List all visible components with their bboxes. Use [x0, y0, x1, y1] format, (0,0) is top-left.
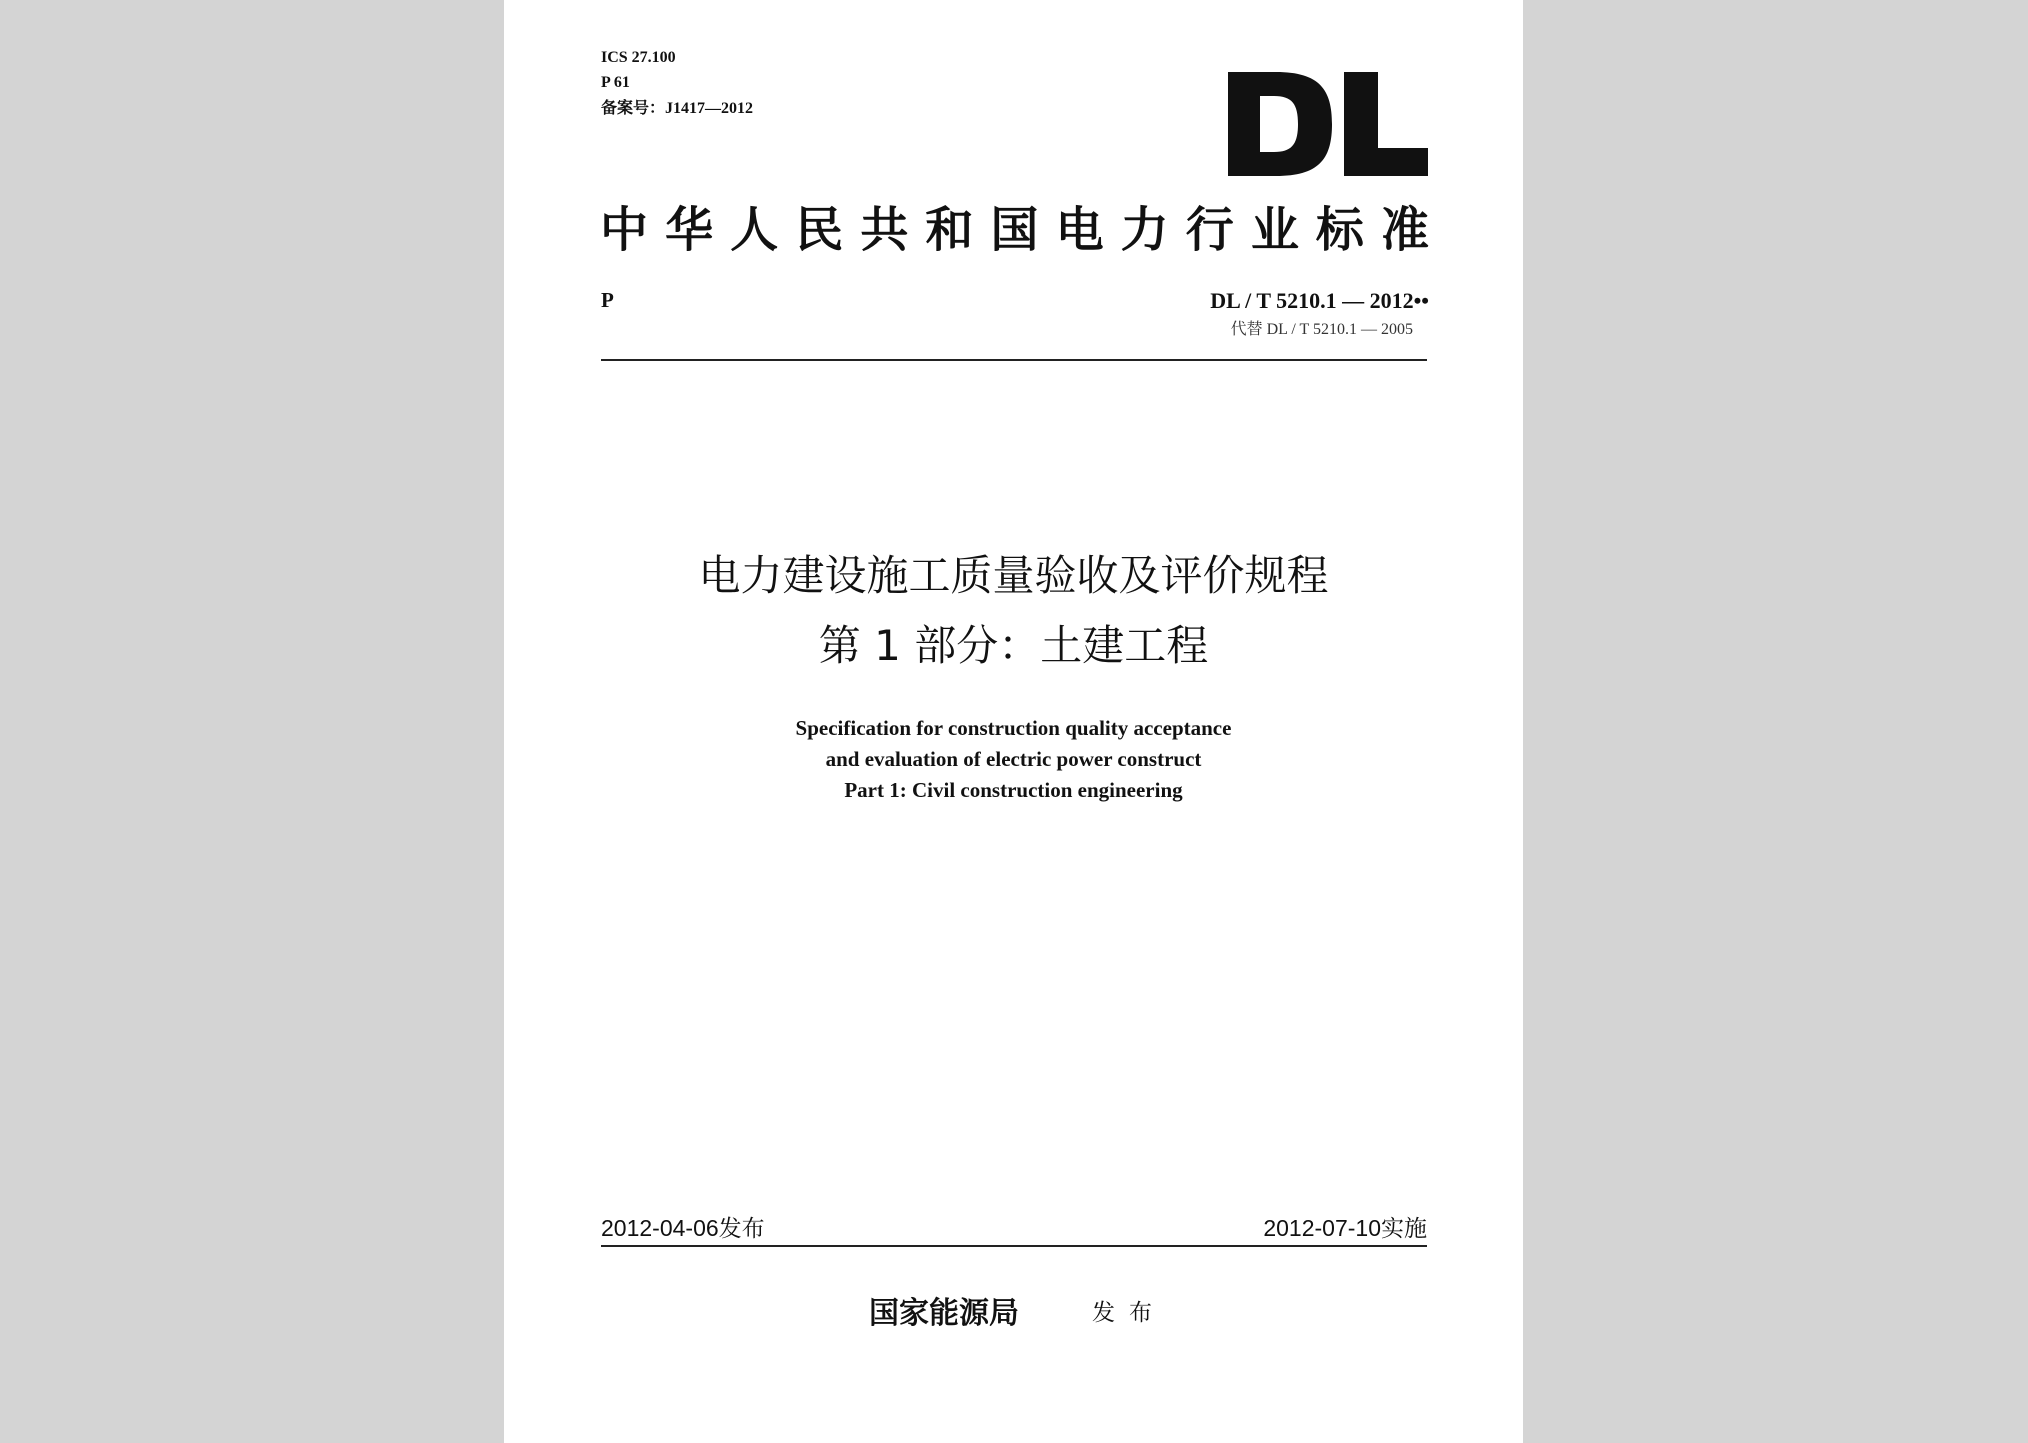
- classification-code: P 61: [601, 74, 630, 91]
- footer-divider: [601, 1245, 1427, 1247]
- issue-date: 2012-04-06发布: [601, 1215, 765, 1241]
- title-en-line1: Specification for construction quality acceptance: [795, 716, 1232, 740]
- publisher: 国家能源局: [869, 1296, 1019, 1331]
- title-en-line2: and evaluation of electric power construct: [825, 747, 1202, 771]
- publish-label: 发布: [1092, 1300, 1166, 1326]
- replaces-standard: 代替 DL / T 5210.1 — 2005: [1230, 321, 1413, 338]
- header-divider: [601, 359, 1427, 361]
- effective-date: 2012-07-10实施: [1263, 1215, 1427, 1241]
- dl-logo: [1228, 72, 1428, 176]
- class-code: P: [601, 288, 614, 312]
- document-page: [504, 0, 1523, 1443]
- title-cn-line2: 第 1 部分：土建工程: [818, 621, 1209, 670]
- standard-organization: 中华人民共和国电力行业标准: [600, 202, 1430, 258]
- record-number: 备案号：J1417—2012: [601, 100, 754, 117]
- standard-number-text: DL / T 5210.1 — 2012: [1210, 288, 1414, 313]
- ics-code: ICS 27.100: [601, 49, 676, 66]
- standard-number: [1210, 288, 1429, 314]
- title-en-line3: Part 1: Civil construction engineering: [844, 778, 1183, 802]
- standard-number-mark: ••: [1413, 288, 1429, 313]
- title-cn-line1: 电力建设施工质量验收及评价规程: [698, 551, 1329, 600]
